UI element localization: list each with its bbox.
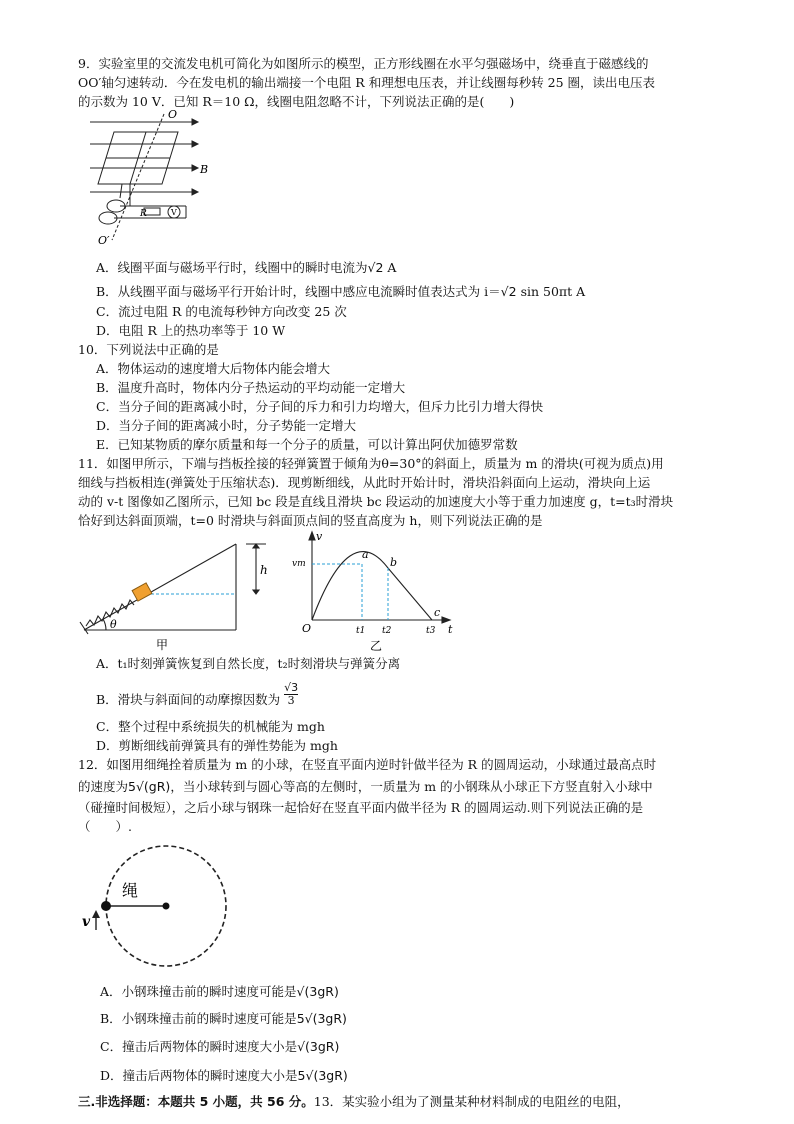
q9-stem-line3: 的示数为 10 V．已知 R＝10 Ω，线圈电阻忽略不计，下列说法正确的是( ) (78, 94, 515, 109)
q11-graph-label-t3: t3 (426, 626, 436, 636)
q12-option-d-math: 5√(3gR) (297, 1068, 348, 1083)
q11-fig-label-h: h (260, 563, 268, 577)
q12-option-c-math: √(3gR) (297, 1039, 340, 1054)
q11-option-b-fraction (284, 682, 298, 707)
q12-option-a (100, 984, 339, 1000)
q12-stem-line2-pre: 的速度为 (78, 779, 129, 794)
q11-fig-caption-jia: 甲 (156, 638, 169, 652)
q11-stem-line1: 11．如图甲所示，下端与挡板拴接的轻弹簧置于倾角为θ=30°的斜面上，质量为 m 的滑块(可视为质点)用 (78, 456, 664, 471)
q10-option-d: D．当分子间的距离减小时，分子势能一定增大 (96, 418, 357, 433)
section3-heading: 三.非选择题：本题共 5 小题，共 56 分。 (78, 1094, 314, 1109)
q9-option-b (96, 284, 585, 300)
q12-option-d (100, 1068, 348, 1084)
q9-option-a-math: √2 (367, 260, 384, 275)
q9-option-a-text: A．线圈平面与磁场平行时，线圈中的瞬时电流为 (96, 260, 368, 275)
q12-stem-line3: （碰撞时间极短），之后小球与钢珠一起恰好在竖直平面内做半径为 R 的圆周运动.则下列说法正确的是 (78, 800, 644, 815)
q12-stem-line2 (78, 779, 653, 795)
q11-option-b-numerator: √3 (284, 681, 299, 694)
q12-option-c-text: C．撞击后两物体的瞬时速度大小是 (100, 1039, 298, 1054)
q9-fig-label-r: R (140, 209, 147, 219)
q11-stem-line4: 恰好到达斜面顶端，t=0 时滑块与斜面顶点间的竖直高度为 h，则下列说法正确的是 (78, 513, 543, 528)
q12-option-c (100, 1039, 339, 1055)
q9-option-d: D．电阻 R 上的热功率等于 10 W (96, 323, 286, 338)
q10-option-b: B．温度升高时，物体内分子热运动的平均动能一定增大 (96, 380, 406, 395)
q9-option-a-unit: A (383, 260, 397, 275)
q11-graph-label-t1: t1 (356, 626, 366, 636)
q9-fig-label-b: B (200, 163, 209, 176)
q11-option-d: D．剪断细线前弹簧具有的弹性势能为 mgh (96, 738, 338, 753)
q11-stem-line3: 动的 v-t 图像如乙图所示，已知 bc 段是直线且滑块 bc 段运动的加速度大小等于重力加速度 g，t=t₃时滑块 (78, 494, 674, 509)
q10-option-c: C．当分子间的距离减小时，分子间的斥力和引力均增大，但斥力比引力增大得快 (96, 399, 544, 414)
q11-fig-label-theta: θ (110, 618, 117, 631)
q12-option-a-math: √(3gR) (296, 984, 339, 999)
q9-fig-label-o-prime: O′ (98, 234, 110, 247)
q12-option-a-text: A．小钢珠撞击前的瞬时速度可能是 (100, 984, 297, 999)
q11-vt-graph (290, 528, 460, 654)
q11-graph-label-origin: O (302, 622, 312, 635)
section3-line (78, 1094, 630, 1110)
q12-circle-figure (80, 838, 240, 978)
q9-option-c: C．流过电阻 R 的电流每秒钟方向改变 25 次 (96, 304, 347, 319)
q11-graph-label-t: t (448, 623, 453, 636)
q10-option-e: E．已知某物质的摩尔质量和每一个分子的质量，可以计算出阿伏加德罗常数 (96, 437, 518, 452)
q12-option-b-math: 5√(3gR) (296, 1011, 347, 1026)
q11-option-a: A．t₁时刻弹簧恢复到自然长度，t₂时刻滑块与弹簧分离 (96, 656, 401, 671)
q9-fig-label-v: V (171, 208, 177, 217)
q11-graph-label-v: v (316, 530, 323, 543)
q13-stem-start: 13．某实验小组为了测量某种材料制成的电阻丝的电阻， (313, 1094, 630, 1109)
q12-stem-line2-post: ，当小球转到与圆心等高的左侧时，一质量为 m 的小钢珠从小球正下方竖直射入小球中 (170, 779, 653, 794)
q9-fig-label-o: O (168, 108, 178, 121)
q9-stem-line2: OO′轴匀速转动．今在发电机的输出端接一个电阻 R 和理想电压表，并让线圈每秒转 25 圈，读出电压表 (78, 75, 656, 90)
q12-option-b-text: B．小钢珠撞击前的瞬时速度可能是 (100, 1011, 297, 1026)
q9-option-b-expr: sin 50πt A (516, 284, 586, 299)
q10-option-a: A．物体运动的速度增大后物体内能会增大 (96, 361, 331, 376)
q11-incline-figure (76, 536, 276, 654)
q12-fig-velocity-label: v (82, 914, 91, 930)
q12-option-b (100, 1011, 347, 1027)
q11-option-b (96, 681, 299, 713)
q9-option-b-text: B．从线圈平面与磁场平行开始计时，线圈中感应电流瞬时值表达式为 i＝ (96, 284, 501, 299)
q9-generator-figure (86, 110, 216, 248)
q11-option-b-text: B．滑块与斜面间的动摩擦因数为 (96, 692, 281, 707)
q11-graph-label-c: c (434, 606, 441, 619)
q10-stem: 10．下列说法中正确的是 (78, 342, 219, 357)
q12-stem-line2-math: 5√(gR) (128, 779, 171, 794)
q12-option-d-text: D．撞击后两物体的瞬时速度大小是 (100, 1068, 298, 1083)
q11-graph-label-t2: t2 (382, 626, 392, 636)
q11-stem-line2: 细线与挡板相连(弹簧处于压缩状态)．现剪断细线，从此时开始计时，滑块沿斜面向上运动，滑块向上运 (78, 475, 651, 490)
q11-option-b-denominator: 3 (287, 694, 295, 707)
q9-option-a (96, 260, 396, 276)
q12-stem-line4: （ ）. (78, 819, 132, 834)
q11-option-c: C．整个过程中系统损失的机械能为 mgh (96, 719, 325, 734)
q9-stem-line1: 9．实验室里的交流发电机可简化为如图所示的模型，正方形线圈在水平匀强磁场中，绕垂直于磁感线的 (78, 56, 649, 71)
q11-graph-label-b: b (390, 556, 398, 569)
q11-graph-label-a: a (362, 548, 369, 561)
q12-fig-rope-label: 绳 (122, 881, 139, 900)
q11-graph-label-vm: vm (292, 559, 306, 569)
q11-fig-caption-yi: 乙 (370, 639, 383, 653)
q12-stem-line1: 12．如图用细绳拴着质量为 m 的小球，在竖直平面内逆时针做半径为 R 的圆周运动，小球通过最高点时 (78, 757, 657, 772)
q9-option-b-math: √2 (500, 284, 517, 299)
